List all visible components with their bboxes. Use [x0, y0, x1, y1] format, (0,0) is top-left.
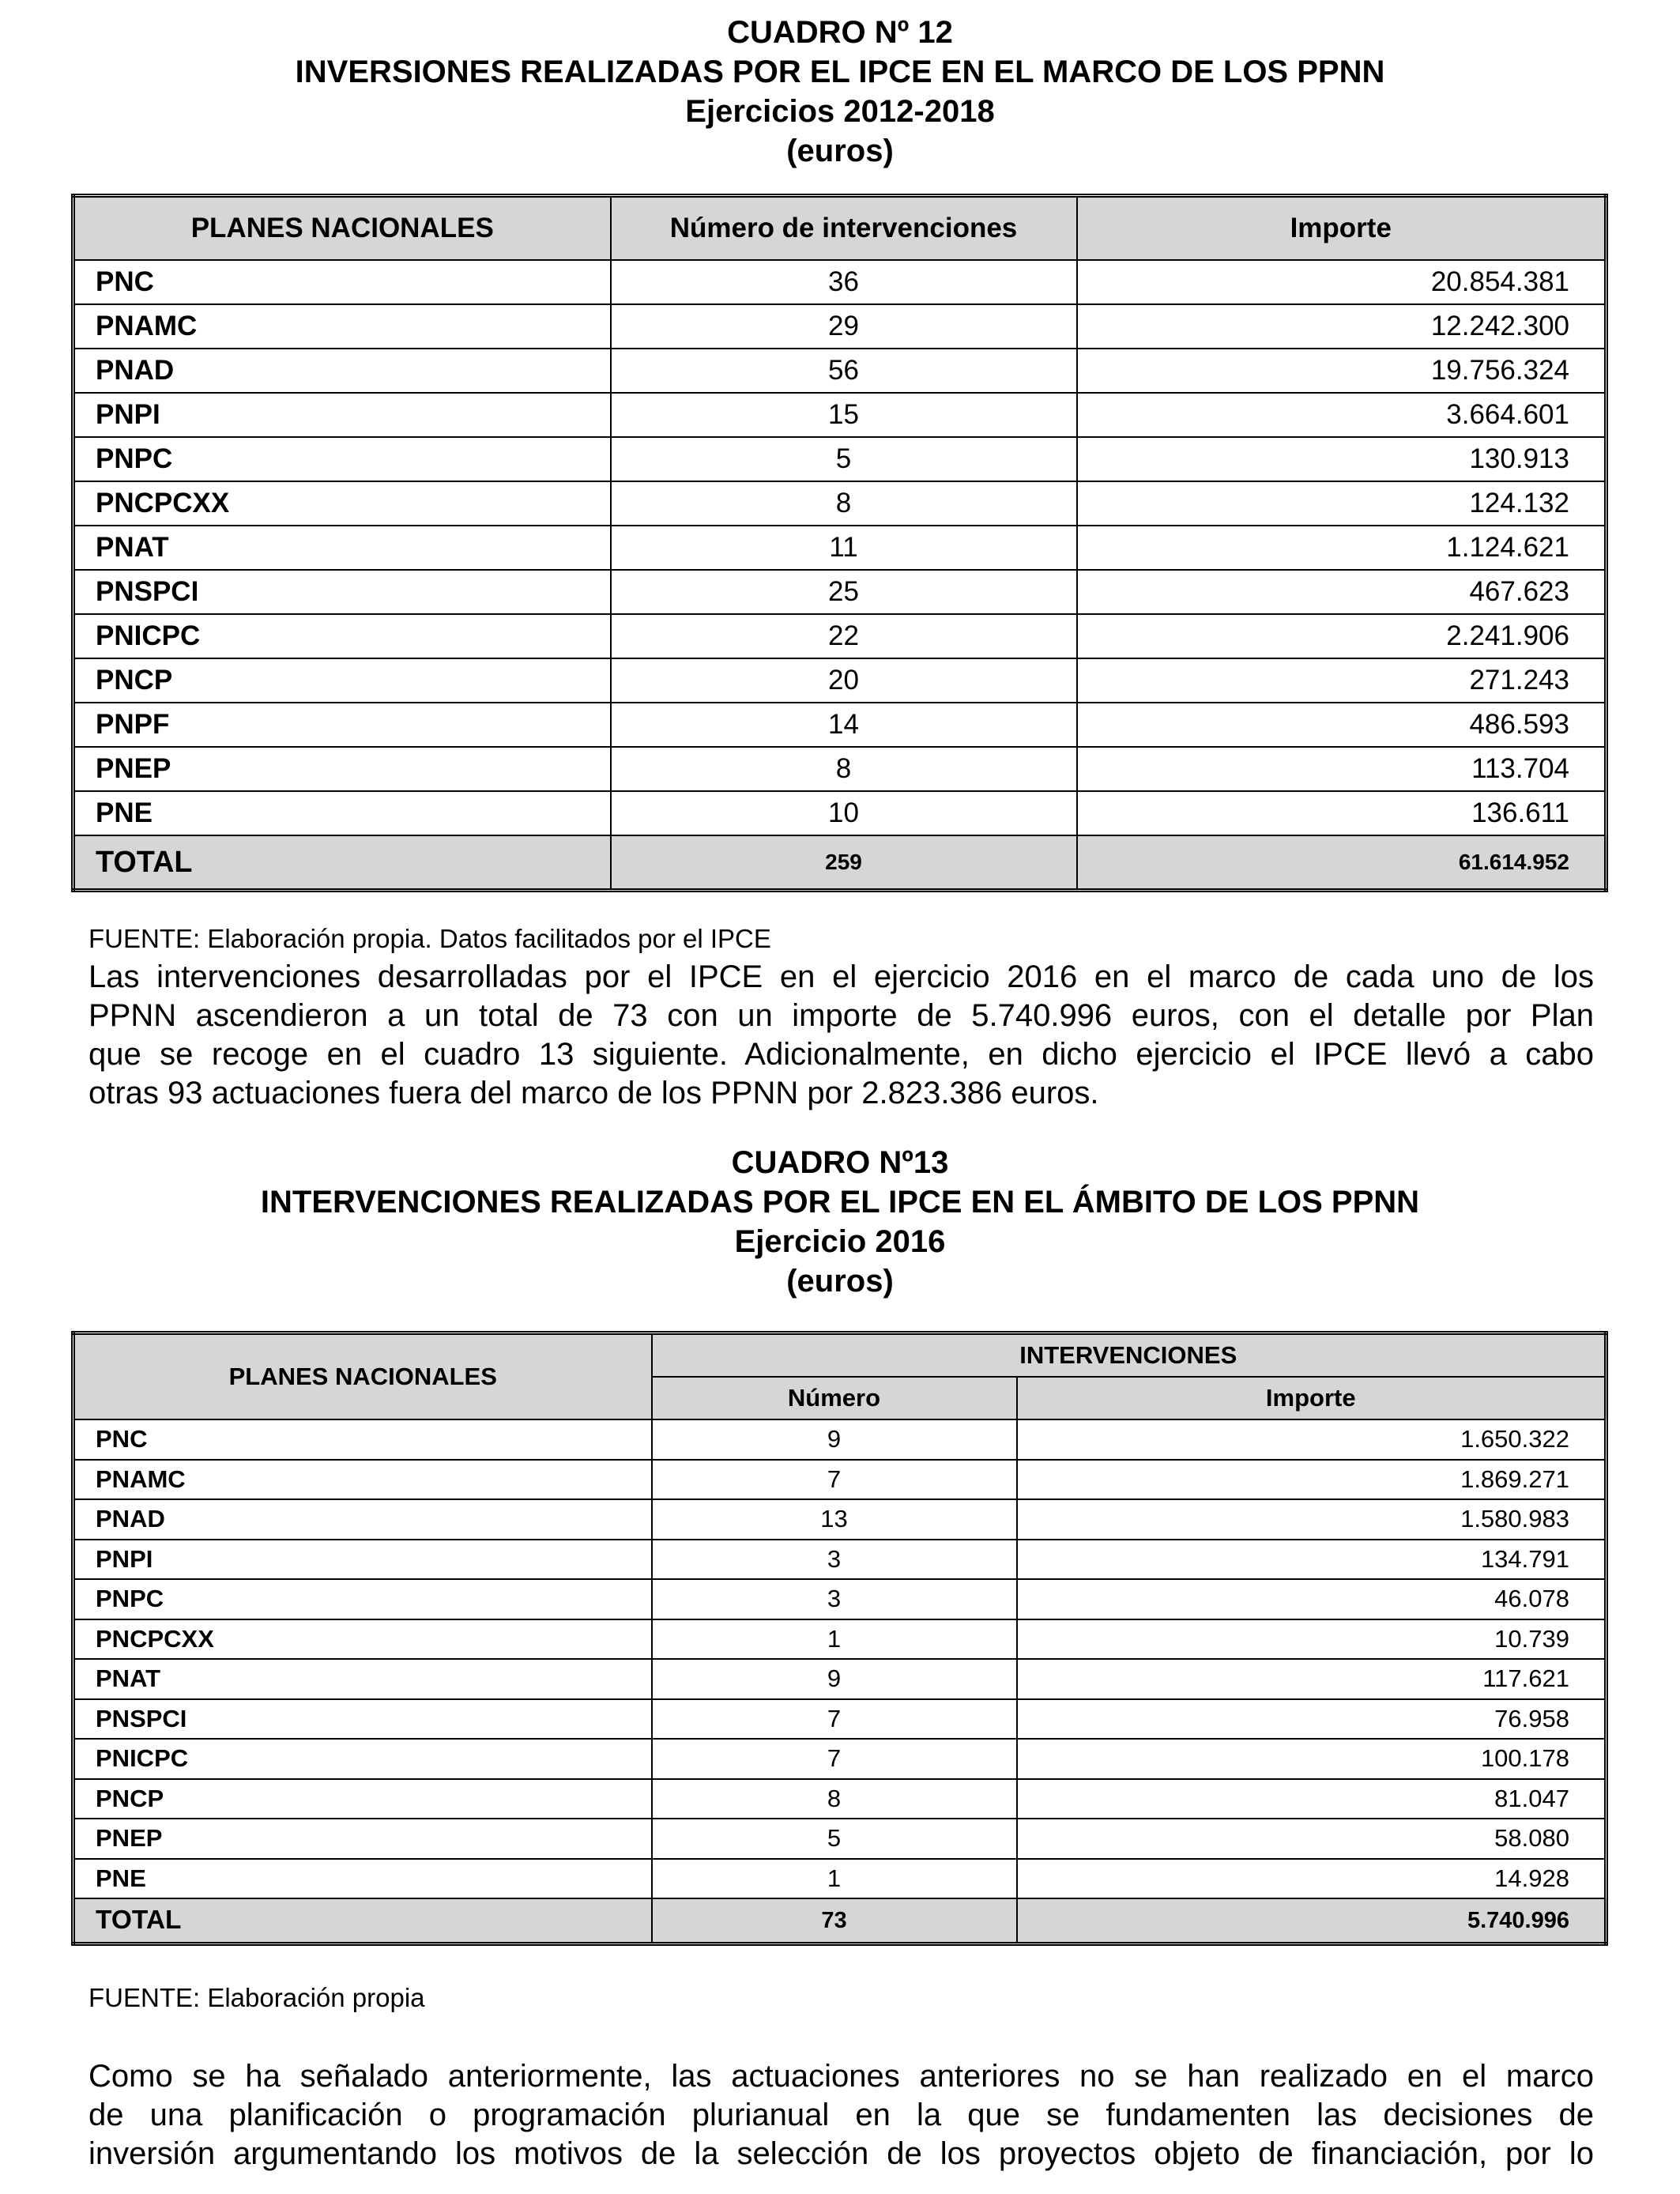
cell-plan: PNSPCI: [73, 1699, 652, 1740]
cell-plan: PNCP: [73, 1779, 652, 1819]
table-row: [73, 349, 1607, 393]
cell-importe: 136.611: [1077, 791, 1607, 835]
paragraph-line: otras 93 actuaciones fuera del marco de los PPNN por 2.823.386 euros.: [89, 1076, 1099, 1110]
table-row: [73, 304, 1607, 349]
column-header-importe: Importe: [1077, 196, 1607, 261]
cell-numero: 22: [611, 614, 1077, 658]
cell-importe: 100.178: [1017, 1739, 1607, 1779]
cell-plan: PNC: [73, 260, 611, 304]
cell-importe: 1.869.271: [1017, 1460, 1607, 1500]
table-row: [73, 747, 1607, 791]
cell-plan: PNE: [73, 1859, 652, 1899]
cell-plan: PNAD: [73, 1499, 652, 1540]
table-total-row: [73, 1898, 1607, 1944]
column-header-plan: PLANES NACIONALES: [73, 196, 611, 261]
cell-numero: 3: [652, 1540, 1017, 1580]
table-row: [73, 437, 1607, 481]
cell-importe: 130.913: [1077, 437, 1607, 481]
cuadro-13-table: [71, 1331, 1608, 1946]
paragraph-line: Como se ha señalado anteriormente, las actuaciones anteriores no se han realizado en el marco: [89, 2059, 1594, 2094]
cell-importe: 1.580.983: [1017, 1499, 1607, 1540]
cuadro-12-body: [73, 260, 1607, 891]
cell-numero: 3: [652, 1579, 1017, 1619]
table-row: [73, 1819, 1607, 1859]
cell-numero: 56: [611, 349, 1077, 393]
paragraph-conclusion: [89, 2057, 1594, 2173]
cell-importe: 1.650.322: [1017, 1419, 1607, 1460]
column-header-numero: Número de intervenciones: [611, 196, 1077, 261]
cell-numero: 11: [611, 526, 1077, 570]
cell-plan: PNEP: [73, 747, 611, 791]
table-row: [73, 1739, 1607, 1779]
cell-numero: 10: [611, 791, 1077, 835]
table-row: [73, 1619, 1607, 1660]
paragraph-line: PPNN ascendieron a un total de 73 con un importe de 5.740.996 euros, con el detalle por Plan: [89, 998, 1594, 1033]
cell-numero: 1: [652, 1859, 1017, 1899]
cell-numero: 7: [652, 1460, 1017, 1500]
cell-plan: PNCPCXX: [73, 1619, 652, 1660]
cell-plan: PNAT: [73, 1659, 652, 1699]
cell-importe: 467.623: [1077, 570, 1607, 614]
cell-importe: 14.928: [1017, 1859, 1607, 1899]
table-row: [73, 260, 1607, 304]
paragraph-line: de una planificación o programación plurianual en la que se fundamenten las decisiones de: [89, 2098, 1594, 2132]
cuadro-12-title: [0, 13, 1680, 171]
cell-plan: PNE: [73, 791, 611, 835]
cell-numero: 25: [611, 570, 1077, 614]
cell-plan: PNAMC: [73, 304, 611, 349]
table-row: [73, 393, 1607, 437]
paragraph-line: Las intervenciones desarrolladas por el IPCE en el ejercicio 2016 en el marco de cada uno de los: [89, 959, 1594, 994]
table-row: [73, 526, 1607, 570]
cell-plan: PNCPCXX: [73, 481, 611, 526]
cell-plan: PNPI: [73, 393, 611, 437]
cell-importe: 117.621: [1017, 1659, 1607, 1699]
column-header-numero: Número: [652, 1377, 1017, 1419]
table-row: [73, 1859, 1607, 1899]
cell-plan: PNAT: [73, 526, 611, 570]
cell-numero: 29: [611, 304, 1077, 349]
paragraph-line: inversión argumentando los motivos de la selección de los proyectos objeto de financiación, por lo: [89, 2136, 1594, 2171]
cuadro-13-number: CUADRO Nº13: [731, 1145, 949, 1180]
cuadro-12-source: FUENTE: Elaboración propia. Datos facilitados por el IPCE: [89, 924, 771, 953]
cell-plan: PNCP: [73, 658, 611, 703]
cell-importe: 134.791: [1017, 1540, 1607, 1580]
cuadro-13-period: Ejercicio 2016: [734, 1224, 946, 1259]
cell-numero: 8: [611, 481, 1077, 526]
cell-importe: 20.854.381: [1077, 260, 1607, 304]
table-row: [73, 703, 1607, 747]
cell-numero: 259: [611, 835, 1077, 891]
cuadro-13-body: [73, 1419, 1607, 1944]
table-row: [73, 1499, 1607, 1540]
cuadro-12-unit: (euros): [786, 134, 894, 168]
cell-numero: 8: [611, 747, 1077, 791]
cell-numero: 8: [652, 1779, 1017, 1819]
cell-plan: PNC: [73, 1419, 652, 1460]
paragraph-line: que se recoge en el cuadro 13 siguiente. Adicionalmente, en dicho ejercicio el IPCE llevó a cabo: [89, 1037, 1594, 1072]
cell-plan: PNAMC: [73, 1460, 652, 1500]
cuadro-13-heading: INTERVENCIONES REALIZADAS POR EL IPCE EN EL ÁMBITO DE LOS PPNN: [260, 1185, 1420, 1220]
cell-plan: PNSPCI: [73, 570, 611, 614]
cell-plan: PNICPC: [73, 614, 611, 658]
cell-numero: 14: [611, 703, 1077, 747]
table-row: [73, 658, 1607, 703]
table-row: [73, 1659, 1607, 1699]
cell-importe: 113.704: [1077, 747, 1607, 791]
cell-numero: 7: [652, 1699, 1017, 1740]
cell-numero: 20: [611, 658, 1077, 703]
table-row: [73, 1540, 1607, 1580]
cell-importe: 12.242.300: [1077, 304, 1607, 349]
cell-importe: 58.080: [1017, 1819, 1607, 1859]
cuadro-13-unit: (euros): [786, 1264, 894, 1299]
table-header-row: [73, 1333, 1607, 1378]
cell-importe: 2.241.906: [1077, 614, 1607, 658]
cell-plan: PNEP: [73, 1819, 652, 1859]
cell-numero: 36: [611, 260, 1077, 304]
table-row: [73, 1579, 1607, 1619]
cell-plan: PNPC: [73, 1579, 652, 1619]
table-header-row: [73, 196, 1607, 261]
cell-plan: PNPC: [73, 437, 611, 481]
table-row: [73, 1419, 1607, 1460]
cell-importe: 124.132: [1077, 481, 1607, 526]
cell-importe: 5.740.996: [1017, 1898, 1607, 1944]
column-header-plan: PLANES NACIONALES: [73, 1333, 652, 1420]
cell-importe: 76.958: [1017, 1699, 1607, 1740]
column-header-importe: Importe: [1017, 1377, 1607, 1419]
cell-numero: 9: [652, 1659, 1017, 1699]
cell-plan: PNPF: [73, 703, 611, 747]
cell-plan: PNAD: [73, 349, 611, 393]
table-row: [73, 1779, 1607, 1819]
cuadro-12-table: [71, 194, 1608, 892]
cuadro-13-source: FUENTE: Elaboración propia: [89, 1983, 425, 2012]
cuadro-12-heading: INVERSIONES REALIZADAS POR EL IPCE EN EL MARCO DE LOS PPNN: [295, 55, 1385, 89]
table-total-row: [73, 835, 1607, 891]
cell-importe: 10.739: [1017, 1619, 1607, 1660]
table-row: [73, 570, 1607, 614]
table-row: [73, 791, 1607, 835]
cell-numero: 13: [652, 1499, 1017, 1540]
cell-importe: 19.756.324: [1077, 349, 1607, 393]
cell-plan: PNICPC: [73, 1739, 652, 1779]
cell-numero: 73: [652, 1898, 1017, 1944]
cell-importe: 1.124.621: [1077, 526, 1607, 570]
cell-importe: 81.047: [1017, 1779, 1607, 1819]
table-row: [73, 614, 1607, 658]
cell-importe: 271.243: [1077, 658, 1607, 703]
cell-plan: TOTAL: [73, 835, 611, 891]
cell-importe: 486.593: [1077, 703, 1607, 747]
cell-numero: 15: [611, 393, 1077, 437]
cuadro-13-title: [0, 1143, 1680, 1301]
cell-numero: 7: [652, 1739, 1017, 1779]
paragraph-intro: [89, 958, 1594, 1113]
cuadro-12-number: CUADRO Nº 12: [727, 15, 953, 50]
cell-numero: 5: [611, 437, 1077, 481]
cell-importe: 61.614.952: [1077, 835, 1607, 891]
column-group-header-intervenciones: INTERVENCIONES: [652, 1333, 1607, 1378]
table-row: [73, 1699, 1607, 1740]
cell-plan: TOTAL: [73, 1898, 652, 1944]
cell-numero: 1: [652, 1619, 1017, 1660]
cell-numero: 5: [652, 1819, 1017, 1859]
cell-importe: 3.664.601: [1077, 393, 1607, 437]
cell-plan: PNPI: [73, 1540, 652, 1580]
cuadro-12-period: Ejercicios 2012-2018: [685, 94, 995, 129]
cell-importe: 46.078: [1017, 1579, 1607, 1619]
cell-numero: 9: [652, 1419, 1017, 1460]
table-row: [73, 1460, 1607, 1500]
table-row: [73, 481, 1607, 526]
